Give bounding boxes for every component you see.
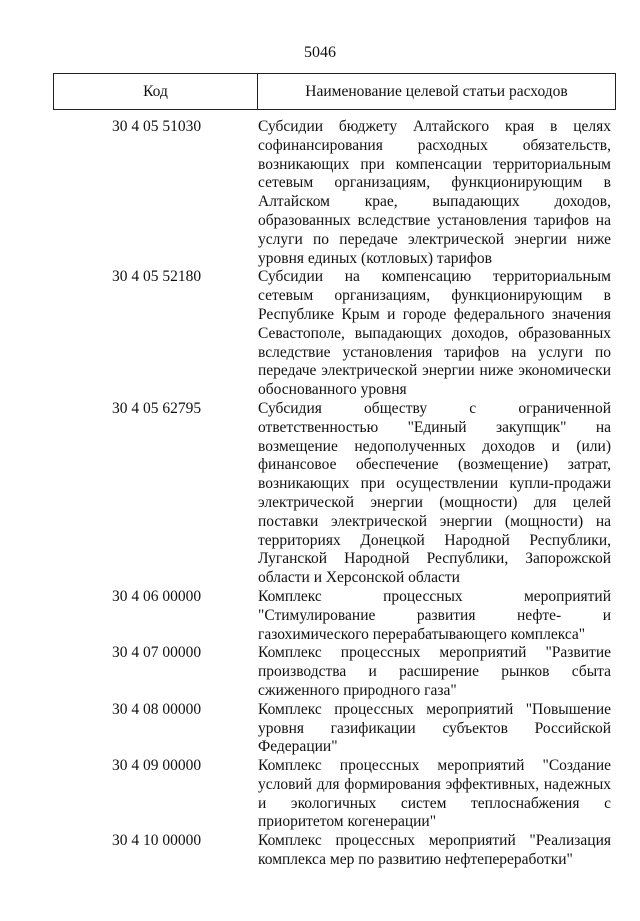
row-name: Комплекс процессных мероприятий "Стимулирование развития нефте- и газохимического перерабатывающего комплекса" bbox=[258, 587, 611, 643]
table-row bbox=[0, 644, 640, 700]
header-name: Наименование целевой статьи расходов bbox=[305, 82, 568, 100]
row-name: Комплекс процессных мероприятий "Развитие производства и расширение рынков сбыта сжиженного природного газа" bbox=[258, 644, 611, 699]
table-row bbox=[0, 400, 640, 588]
row-name: Комплекс процессных мероприятий "Реализация комплекса мер по развитию нефтепереработки" bbox=[258, 832, 611, 869]
row-name: Комплекс процессных мероприятий "Повышение уровня газификации субъектов Российской Федерации" bbox=[258, 700, 611, 756]
table-row bbox=[0, 701, 640, 757]
row-name: Субсидии на компенсацию территориальным сетевым организациям, функционирующим в Республике Крым и городе федерального значения Севастополе, выпадающих доходов, образованных вследствие установления тарифов на услуги по передаче электрической энергии ниже экономически обоснованного уровня bbox=[258, 268, 611, 399]
row-code: 30 4 05 52180 bbox=[112, 268, 202, 286]
row-code: 30 4 06 00000 bbox=[112, 587, 202, 605]
header-code: Код bbox=[54, 74, 258, 109]
table-row bbox=[0, 757, 640, 832]
row-code: 30 4 05 51030 bbox=[112, 118, 202, 135]
row-code: 30 4 08 00000 bbox=[112, 700, 202, 718]
row-code: 30 4 07 00000 bbox=[112, 644, 202, 662]
row-name: Комплекс процессных мероприятий "Создание условий для формирования эффективных, надежных и экологичных систем теплоснабжения с приоритетом когенерации" bbox=[258, 757, 611, 831]
table-body bbox=[0, 118, 640, 870]
table-header bbox=[53, 73, 616, 110]
table-row bbox=[0, 832, 640, 870]
table-row bbox=[0, 268, 640, 400]
table-row bbox=[0, 588, 640, 644]
page-number: 5046 bbox=[304, 44, 336, 61]
row-name: Субсидии бюджету Алтайского края в целях софинансирования расходных обязательств, возникающих при компенсации территориальным сетевым организациям, функционирующим в Алтайском крае, выпадающих доходов, образованных вследствие установления тарифов на услуги по передаче электрической энергии ниже уровня единых (котловых) тарифов bbox=[258, 118, 611, 267]
row-code: 30 4 09 00000 bbox=[112, 757, 202, 775]
table-row bbox=[0, 118, 640, 268]
row-code: 30 4 10 00000 bbox=[112, 832, 202, 850]
row-code: 30 4 05 62795 bbox=[112, 399, 202, 417]
row-name: Субсидия обществу с ограниченной ответственностью "Единый закупщик" на возмещение недополученных доходов и (или) финансовое обеспечение (возмещение) затрат, возникающих при осуществлении купли-продажи электрической энергии (мощности) для целей поставки электрической энергии (мощности) на территориях Донецкой Народной Республики, Луганской Народной Республики, Запорожской области и Херсонской области bbox=[258, 399, 611, 587]
